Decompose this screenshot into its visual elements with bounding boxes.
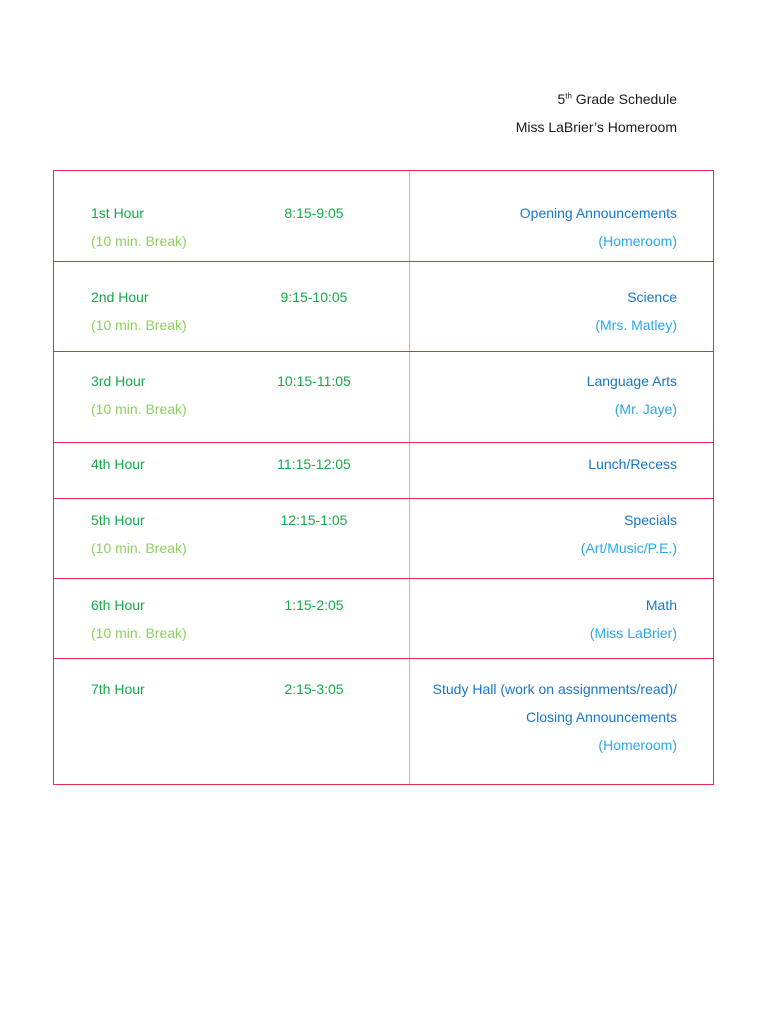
column-divider — [409, 262, 410, 351]
schedule-table — [53, 170, 714, 785]
time-range: 8:15-9:05 — [284, 205, 344, 221]
hour-label: 3rd Hour — [91, 373, 146, 389]
break-note: (10 min. Break) — [91, 317, 187, 333]
subject-label: Study Hall (work on assignments/read)/ — [432, 681, 677, 697]
schedule-row-1 — [53, 171, 714, 262]
teacher-label: (Art/Music/P.E.) — [580, 540, 677, 556]
schedule-row-6 — [53, 579, 714, 659]
teacher-label: (Mr. Jaye) — [614, 401, 677, 417]
time-range: 12:15-1:05 — [280, 512, 348, 528]
subject-label: Lunch/Recess — [588, 456, 677, 472]
column-divider — [409, 659, 410, 784]
column-divider — [409, 352, 410, 442]
grade-superscript: th — [565, 91, 572, 101]
time-range: 9:15-10:05 — [280, 289, 348, 305]
subject-label: Math — [645, 597, 677, 613]
column-divider — [409, 499, 410, 578]
subject-label: Science — [627, 289, 677, 305]
hour-label: 6th Hour — [91, 597, 145, 613]
schedule-row-7 — [53, 659, 714, 785]
teacher-label: (Homeroom) — [598, 233, 677, 249]
grade-title-rest: Grade Schedule — [571, 91, 677, 107]
time-range: 11:15-12:05 — [277, 456, 351, 472]
hour-label: 7th Hour — [91, 681, 145, 697]
column-divider — [409, 171, 410, 261]
column-divider — [409, 579, 410, 658]
schedule-row-5 — [53, 499, 714, 579]
schedule-title — [557, 91, 677, 107]
hour-label: 1st Hour — [91, 205, 144, 221]
hour-label: 4th Hour — [91, 456, 145, 472]
column-divider — [409, 443, 410, 498]
subject-label: Specials — [624, 512, 677, 528]
subject-label: Language Arts — [586, 373, 677, 389]
break-note: (10 min. Break) — [91, 625, 187, 641]
schedule-row-2 — [53, 262, 714, 352]
teacher-label: (Mrs. Matley) — [595, 317, 677, 333]
homeroom-title: Miss LaBrier’s Homeroom — [515, 119, 677, 135]
break-note: (10 min. Break) — [91, 233, 187, 249]
schedule-row-3 — [53, 352, 714, 443]
break-note: (10 min. Break) — [91, 401, 187, 417]
time-range: 2:15-3:05 — [284, 681, 344, 697]
teacher-label: (Miss LaBrier) — [589, 625, 677, 641]
hour-label: 5th Hour — [91, 512, 145, 528]
subject-label-line-2: Closing Announcements — [526, 709, 677, 725]
hour-label: 2nd Hour — [91, 289, 149, 305]
teacher-label: (Homeroom) — [598, 737, 677, 753]
schedule-row-4 — [53, 443, 714, 499]
time-range: 10:15-11:05 — [277, 373, 351, 389]
time-range: 1:15-2:05 — [284, 597, 344, 613]
break-note: (10 min. Break) — [91, 540, 187, 556]
grade-number: 5 — [557, 91, 566, 107]
subject-label: Opening Announcements — [519, 205, 677, 221]
